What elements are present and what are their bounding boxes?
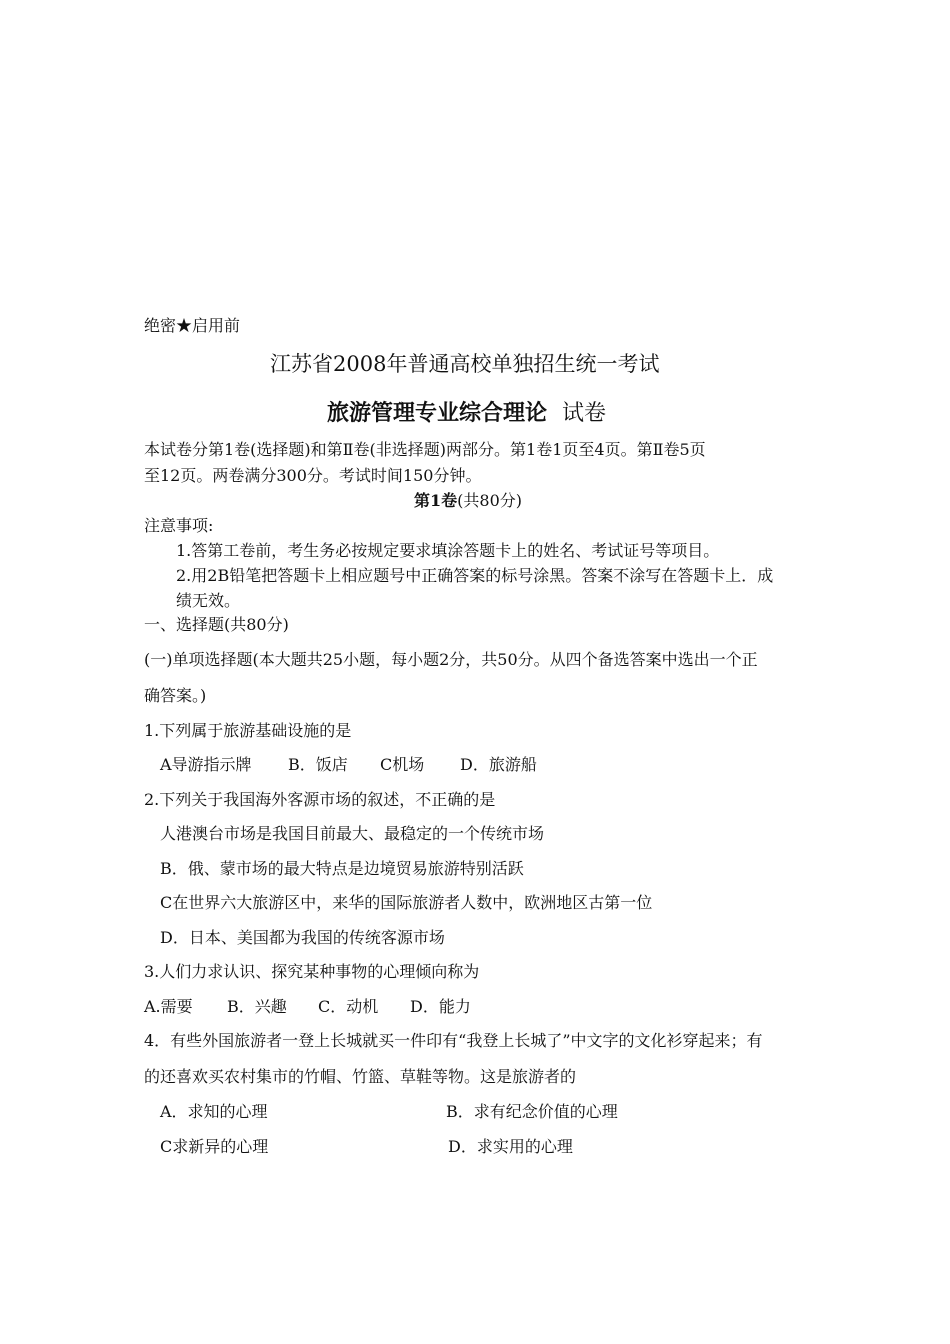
question-4-option-b: B．求有纪念价值的心理	[446, 1102, 618, 1121]
notes-item-1: 1.答第工卷前，考生务必按规定要求填涂答题卡上的姓名、考试证号等项目。	[176, 541, 720, 560]
question-1-option-d: D．旅游船	[460, 755, 537, 774]
question-2-option-d: D．日本、美国都为我国的传统客源市场	[160, 928, 445, 947]
volume-heading-rest: (共80分)	[457, 491, 522, 510]
question-1-stem: 1.下列属于旅游基础设施的是	[144, 721, 352, 740]
question-4-option-a: A．求知的心理	[160, 1102, 268, 1121]
question-3-option-c: C．动机	[318, 997, 379, 1016]
question-2-option-a: 人港澳台市场是我国目前最大、最稳定的一个传统市场	[160, 824, 545, 843]
question-1-option-c: C机场	[380, 755, 425, 774]
intro-line-2: 至12页。两卷满分300分。考试时间150分钟。	[144, 466, 482, 485]
question-4-option-c: C求新异的心理	[160, 1137, 269, 1156]
question-3-option-a: A.需要	[144, 997, 193, 1016]
section-instructions-line-2: 确答案。)	[144, 686, 207, 705]
volume-heading-bold: 第1卷	[414, 491, 458, 510]
question-2-option-c: C在世界六大旅游区中，来华的国际旅游者人数中，欧洲地区古第一位	[160, 893, 653, 912]
question-4-stem-line-1: 4．有些外国旅游者一登上长城就买一件印有“我登上长城了”中文字的文化衫穿起来；有	[144, 1031, 763, 1050]
question-3-option-b: B．兴趣	[227, 997, 287, 1016]
exam-title: 江苏省2008年普通高校单独招生统一考试	[270, 352, 660, 376]
question-2-stem: 2.下列关于我国海外客源市场的叙述，不正确的是	[144, 790, 496, 809]
notes-heading: 注意事项:	[144, 516, 214, 535]
notes-item-2-line-2: 绩无效。	[176, 591, 241, 610]
question-2-option-b: B．俄、蒙市场的最大特点是边境贸易旅游特别活跃	[160, 859, 524, 878]
section-instructions-line-1: (一)单项选择题(本大题共25小题，每小题2分，共50分。从四个备选答案中选出一个正	[144, 650, 758, 669]
subject-title-suffix: 试卷	[562, 401, 607, 426]
question-1-option-b: B．饭店	[288, 755, 348, 774]
question-4-option-d: D．求实用的心理	[448, 1137, 573, 1156]
question-4-stem-line-2: 的还喜欢买农村集市的竹帽、竹篮、草鞋等物。这是旅游者的	[144, 1067, 577, 1086]
question-1-option-a: A导游指示牌	[160, 755, 252, 774]
intro-line-1: 本试卷分第1卷(选择题)和第Ⅱ卷(非选择题)两部分。第1卷1页至4页。第Ⅱ卷5页	[144, 440, 706, 459]
volume-heading	[414, 491, 522, 511]
classification-label: 绝密★启用前	[144, 316, 241, 335]
question-3-option-d: D．能力	[410, 997, 471, 1016]
question-3-stem: 3.人们力求认识、探究某种事物的心理倾向称为	[144, 962, 480, 981]
section-title: 一、选择题(共80分)	[144, 615, 289, 634]
notes-item-2-line-1: 2.用2B铅笔把答题卡上相应题号中正确答案的标号涂黑。答案不涂写在答题卡上．成	[176, 566, 774, 585]
subject-title	[327, 398, 606, 429]
subject-title-bold: 旅游管理专业综合理论	[327, 400, 548, 426]
